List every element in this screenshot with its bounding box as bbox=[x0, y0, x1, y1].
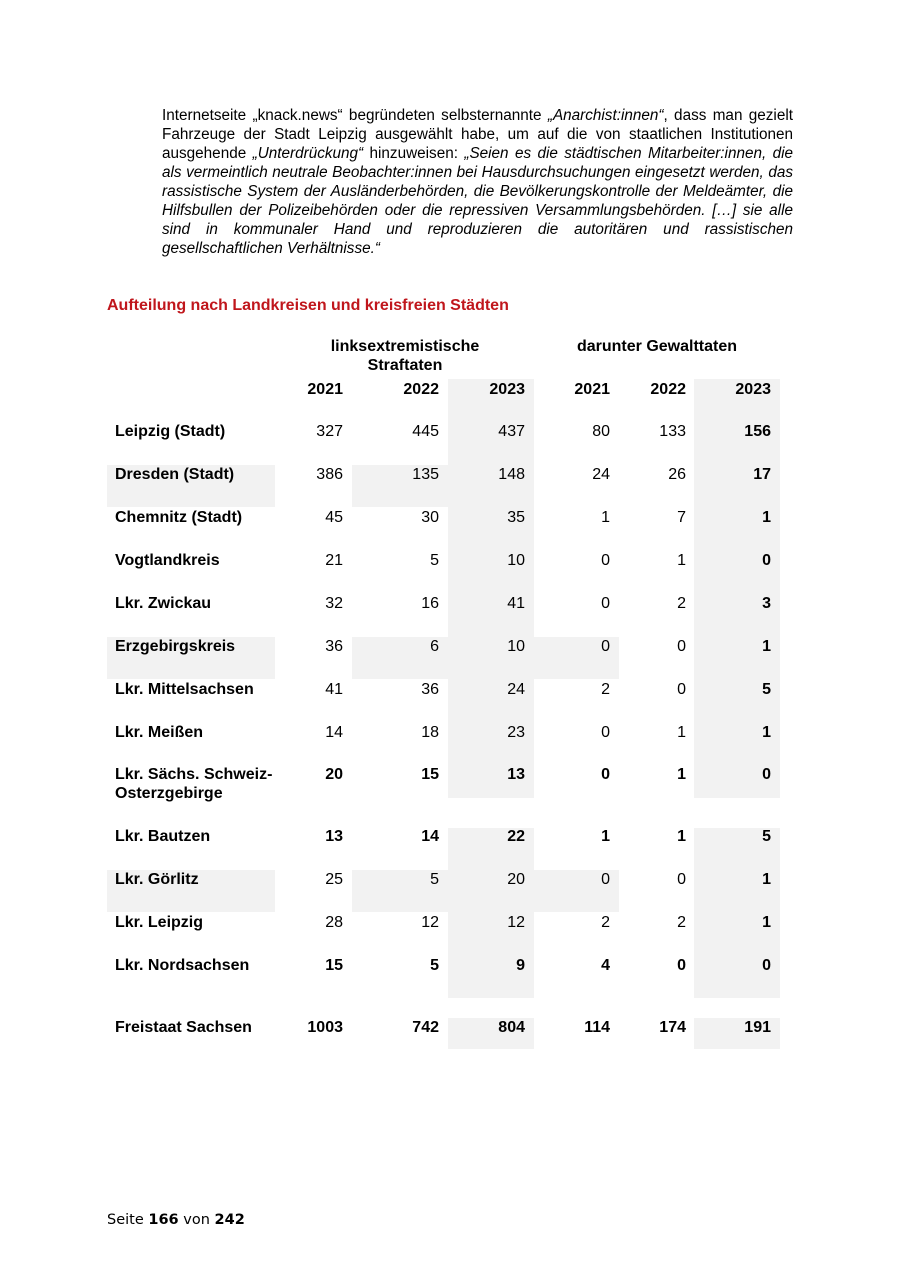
table-cell: 148 bbox=[498, 466, 525, 483]
row-label: Lkr. Nordsachsen bbox=[115, 957, 250, 974]
total-row-label: Freistaat Sachsen bbox=[115, 1019, 252, 1036]
table-cell: 41 bbox=[325, 681, 343, 698]
table-cell: 14 bbox=[325, 724, 343, 741]
table-cell: 1 bbox=[677, 766, 686, 783]
year-header: 2021 bbox=[307, 381, 343, 398]
table-cell: 5 bbox=[762, 681, 771, 698]
page-footer: Seite 166 von 242 bbox=[107, 1212, 245, 1228]
table-cell: 386 bbox=[316, 466, 343, 483]
row-label: Lkr. Mittelsachsen bbox=[115, 681, 254, 698]
table-cell: 5 bbox=[762, 828, 771, 845]
table-cell: 0 bbox=[762, 552, 771, 569]
table-cell: 20 bbox=[507, 871, 525, 888]
row-label: Lkr. Leipzig bbox=[115, 914, 204, 931]
table-cell: 1 bbox=[601, 828, 610, 845]
table-cell: 13 bbox=[507, 766, 525, 783]
table-cell: 0 bbox=[601, 552, 610, 569]
table-cell: 2 bbox=[677, 914, 686, 931]
table-cell: 1 bbox=[762, 724, 771, 741]
table-cell: 1 bbox=[677, 552, 686, 569]
year-header: 2023 bbox=[735, 381, 771, 398]
year-header: 2022 bbox=[650, 381, 686, 398]
table-cell: 135 bbox=[412, 466, 439, 483]
row-label: Dresden (Stadt) bbox=[115, 466, 235, 483]
table-cell: 0 bbox=[677, 957, 686, 974]
table-cell: 12 bbox=[507, 914, 525, 931]
table-cell: 13 bbox=[325, 828, 343, 845]
table-cell: 0 bbox=[601, 724, 610, 741]
table-cell: 25 bbox=[325, 871, 343, 888]
table-cell: 5 bbox=[430, 552, 439, 569]
table-cell: 45 bbox=[325, 509, 343, 526]
row-label: Lkr. Zwickau bbox=[115, 595, 212, 612]
table-cell: 1 bbox=[762, 638, 771, 655]
table-cell: 5 bbox=[430, 871, 439, 888]
table-cell: 3 bbox=[762, 595, 771, 612]
table-cell: 2 bbox=[601, 681, 610, 698]
table-cell: 327 bbox=[316, 423, 343, 440]
table-cell: 24 bbox=[507, 681, 525, 698]
table-cell: 2 bbox=[601, 914, 610, 931]
table-cell: 0 bbox=[601, 595, 610, 612]
table-cell: 21 bbox=[325, 552, 343, 569]
row-label: Vogtlandkreis bbox=[115, 552, 220, 569]
table-cell: 0 bbox=[677, 638, 686, 655]
table-cell: 1 bbox=[762, 871, 771, 888]
year-header: 2021 bbox=[574, 381, 610, 398]
table-cell: 15 bbox=[421, 766, 439, 783]
year-header: 2022 bbox=[403, 381, 439, 398]
row-label: Leipzig (Stadt) bbox=[115, 423, 226, 440]
table-cell: 2 bbox=[677, 595, 686, 612]
table-cell: 445 bbox=[412, 423, 439, 440]
table-cell: 0 bbox=[762, 957, 771, 974]
table-cell: 5 bbox=[430, 957, 439, 974]
table-cell: 1 bbox=[677, 724, 686, 741]
table-cell: 30 bbox=[421, 509, 439, 526]
row-label: Lkr. Bautzen bbox=[115, 828, 211, 845]
column-group-gewalttaten: darunter Gewalttaten bbox=[576, 338, 738, 355]
total-cell: 191 bbox=[744, 1019, 771, 1036]
quote-paragraph: Internetseite „knack.news“ begründeten selbsternannte „Anarchist:innen“, dass man gezielt Fahrzeuge der Stadt Leipzig ausgewählt habe, um auf die von staatlichen Institutionen ausgehende „Unterdrückung“ hinzuweisen: „Seien es die städtischen Mitarbeiter:innen, die als vermeintlich neutrale Beobachter:innen bei Hausdurchsuchungen eingesetzt werden, das rassistische System der Ausländerbehörden, die Bevölkerungskontrolle der Meldeämter, die Hilfsbullen der Polizeibehörden oder die repressiven Versammlungsbehörden. […] sie alle sind in kommunaler Hand und reproduzieren die autoritären und rassistischen gesellschaftlichen Verhältnisse.“ bbox=[162, 107, 794, 257]
table-cell: 28 bbox=[325, 914, 343, 931]
table-cell: 9 bbox=[516, 957, 525, 974]
table-cell: 14 bbox=[421, 828, 439, 845]
row-label: Lkr. Meißen bbox=[115, 724, 204, 741]
table-cell: 0 bbox=[677, 681, 686, 698]
row-label: Chemnitz (Stadt) bbox=[115, 509, 243, 526]
section-heading: Aufteilung nach Landkreisen und kreisfreien Städten bbox=[107, 297, 509, 314]
table-cell: 32 bbox=[325, 595, 343, 612]
total-cell: 1003 bbox=[307, 1019, 343, 1036]
table-cell: 0 bbox=[601, 766, 610, 783]
table-cell: 1 bbox=[762, 914, 771, 931]
table-cell: 0 bbox=[601, 871, 610, 888]
row-label: Lkr. Sächs. Schweiz-Osterzgebirge bbox=[115, 766, 273, 802]
table-cell: 0 bbox=[762, 766, 771, 783]
table-cell: 1 bbox=[601, 509, 610, 526]
table-cell: 7 bbox=[677, 509, 686, 526]
table-cell: 10 bbox=[507, 552, 525, 569]
table-cell: 133 bbox=[659, 423, 686, 440]
table-cell: 36 bbox=[325, 638, 343, 655]
table-cell: 10 bbox=[507, 638, 525, 655]
table-cell: 17 bbox=[753, 466, 771, 483]
table-cell: 437 bbox=[498, 423, 525, 440]
table-cell: 15 bbox=[325, 957, 343, 974]
total-cell: 742 bbox=[412, 1019, 439, 1036]
table-cell: 22 bbox=[507, 828, 525, 845]
table-cell: 0 bbox=[601, 638, 610, 655]
table-cell: 35 bbox=[507, 509, 525, 526]
total-cell: 174 bbox=[659, 1019, 686, 1036]
table-cell: 156 bbox=[744, 423, 771, 440]
year-header: 2023 bbox=[489, 381, 525, 398]
table-cell: 20 bbox=[325, 766, 343, 783]
table-cell: 1 bbox=[762, 509, 771, 526]
table-cell: 12 bbox=[421, 914, 439, 931]
table-cell: 26 bbox=[668, 466, 686, 483]
total-cell: 114 bbox=[584, 1019, 610, 1036]
table-cell: 4 bbox=[601, 957, 610, 974]
row-label: Erzgebirgskreis bbox=[115, 638, 236, 655]
table-cell: 1 bbox=[677, 828, 686, 845]
column-group-straftaten: linksextremistische Straftaten bbox=[330, 338, 480, 374]
table-cell: 18 bbox=[421, 724, 439, 741]
table-cell: 6 bbox=[430, 638, 439, 655]
table-cell: 0 bbox=[677, 871, 686, 888]
table-cell: 36 bbox=[421, 681, 439, 698]
table-cell: 16 bbox=[421, 595, 439, 612]
table-cell: 24 bbox=[592, 466, 610, 483]
table-cell: 80 bbox=[592, 423, 610, 440]
row-label: Lkr. Görlitz bbox=[115, 871, 199, 888]
table-cell: 23 bbox=[507, 724, 525, 741]
table-cell: 41 bbox=[507, 595, 525, 612]
total-cell: 804 bbox=[498, 1019, 525, 1036]
